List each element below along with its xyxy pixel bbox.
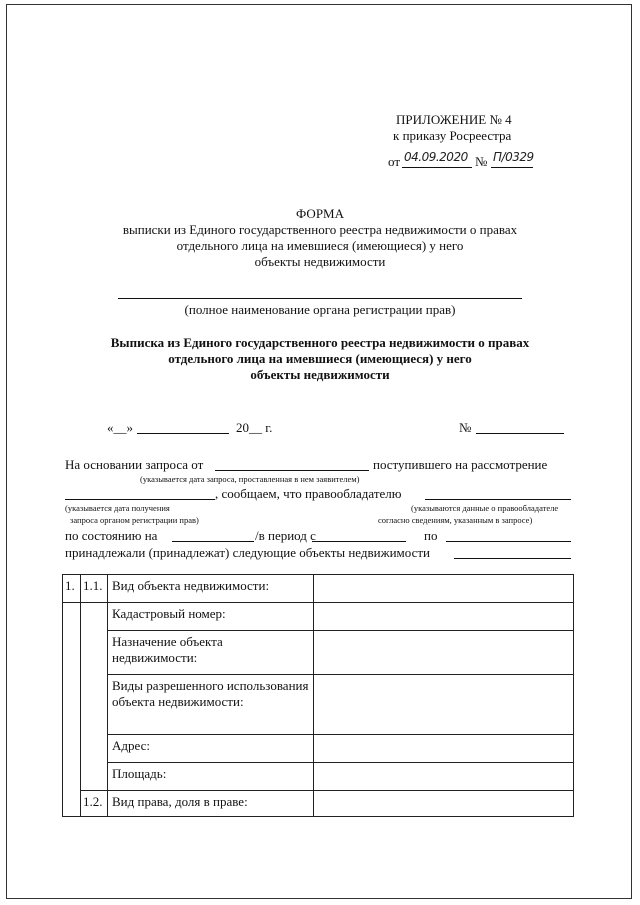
table-col1-cont (63, 631, 81, 675)
owner-line (425, 499, 571, 500)
table-label-object-type: Вид объекта недвижимости: (108, 575, 314, 603)
table-subsection-1-1: 1.1. (81, 575, 108, 603)
table-col2-cont (81, 675, 108, 735)
appendix-title: ПРИЛОЖЕНИЕ № 4 (396, 112, 512, 127)
appendix-number-underline (491, 167, 533, 168)
table-col2-cont (81, 735, 108, 763)
as-of-line (172, 541, 254, 542)
table-col1-cont (63, 735, 81, 763)
hint-left-1: (указывается дата получения (65, 503, 170, 513)
table-label-permitted-use: Виды разрешенного использования объекта недвижимости: (108, 675, 314, 735)
table-value-address[interactable] (314, 735, 574, 763)
table-value-permitted-use[interactable] (314, 675, 574, 735)
owned-line (454, 558, 571, 559)
hint-left-2: запроса органом регистрации прав) (70, 515, 199, 525)
period-text: /в период с (255, 528, 316, 543)
date-month-line (137, 433, 229, 434)
registration-body-caption: (полное наименование органа регистрации прав) (184, 302, 456, 317)
hint-right-2: согласно сведениям, указанным в запросе) (378, 515, 533, 525)
extract-title-line1: Выписка из Единого государственного реестра недвижимости о правах (110, 335, 530, 350)
table-label-area: Площадь: (108, 763, 314, 791)
inform-text: , сообщаем, что правообладателю (215, 486, 402, 501)
table-value-area[interactable] (314, 763, 574, 791)
table-label-address: Адрес: (108, 735, 314, 763)
form-desc-line3: объекты недвижимости (254, 254, 386, 269)
objects-table (62, 574, 574, 817)
date-year: 20__ г. (236, 420, 273, 435)
period-to-text: по (424, 528, 438, 543)
table-label-right-type: Вид права, доля в праве: (108, 791, 314, 817)
appendix-date-underline (402, 167, 472, 168)
table-col2-cont (81, 763, 108, 791)
receipt-date-line (65, 499, 215, 500)
table-value-right-type[interactable] (314, 791, 574, 817)
table-col1-cont (63, 763, 81, 791)
table-label-purpose: Назначение объекта недвижимости: (108, 631, 314, 675)
extract-title-line2: отдельного лица на имевшиеся (имеющиеся) у него (168, 351, 472, 366)
table-value-cadastral[interactable] (314, 603, 574, 631)
appendix-date-prefix: от (388, 154, 401, 169)
basis-suffix: поступившего на рассмотрение (373, 457, 548, 472)
extract-number-sign: № (459, 420, 472, 435)
extract-title-line3: объекты недвижимости (250, 367, 390, 382)
appendix-number-prefix: № (475, 154, 488, 169)
date-day: «__» (107, 420, 133, 435)
hint-right-1: (указываются данные о правообладателе (411, 503, 559, 513)
basis-hint: (указывается дата запроса, проставленная в нем заявителем) (140, 474, 360, 484)
owned-text: принадлежали (принадлежат) следующие объекты недвижимости (65, 545, 431, 560)
appendix-subtitle: к приказу Росреестра (393, 128, 512, 143)
form-desc-line2: отдельного лица на имевшиеся (имеющиеся) у него (176, 238, 464, 253)
table-col1-cont (63, 791, 81, 817)
table-col2-cont (81, 631, 108, 675)
period-to-line (446, 541, 571, 542)
table-col2-cont (81, 603, 108, 631)
table-value-object-type[interactable] (314, 575, 574, 603)
as-of-text: по состоянию на (65, 528, 158, 543)
basis-prefix: На основании запроса от (65, 457, 204, 472)
form-title: ФОРМА (296, 206, 344, 221)
extract-number-line (476, 433, 564, 434)
table-col1-cont (63, 603, 81, 631)
table-label-cadastral: Кадастровый номер: (108, 603, 314, 631)
appendix-date-value: 04.09.2020 (404, 150, 468, 164)
basis-date-line (215, 470, 369, 471)
table-col1-cont (63, 675, 81, 735)
table-col1-number: 1. (63, 575, 81, 603)
table-value-purpose[interactable] (314, 631, 574, 675)
registration-body-line (118, 298, 522, 299)
form-desc-line1: выписки из Единого государственного реестра недвижимости о правах (122, 222, 518, 237)
period-from-line (312, 541, 406, 542)
table-subsection-1-2: 1.2. (81, 791, 108, 817)
appendix-number-value: П/0329 (493, 150, 534, 164)
